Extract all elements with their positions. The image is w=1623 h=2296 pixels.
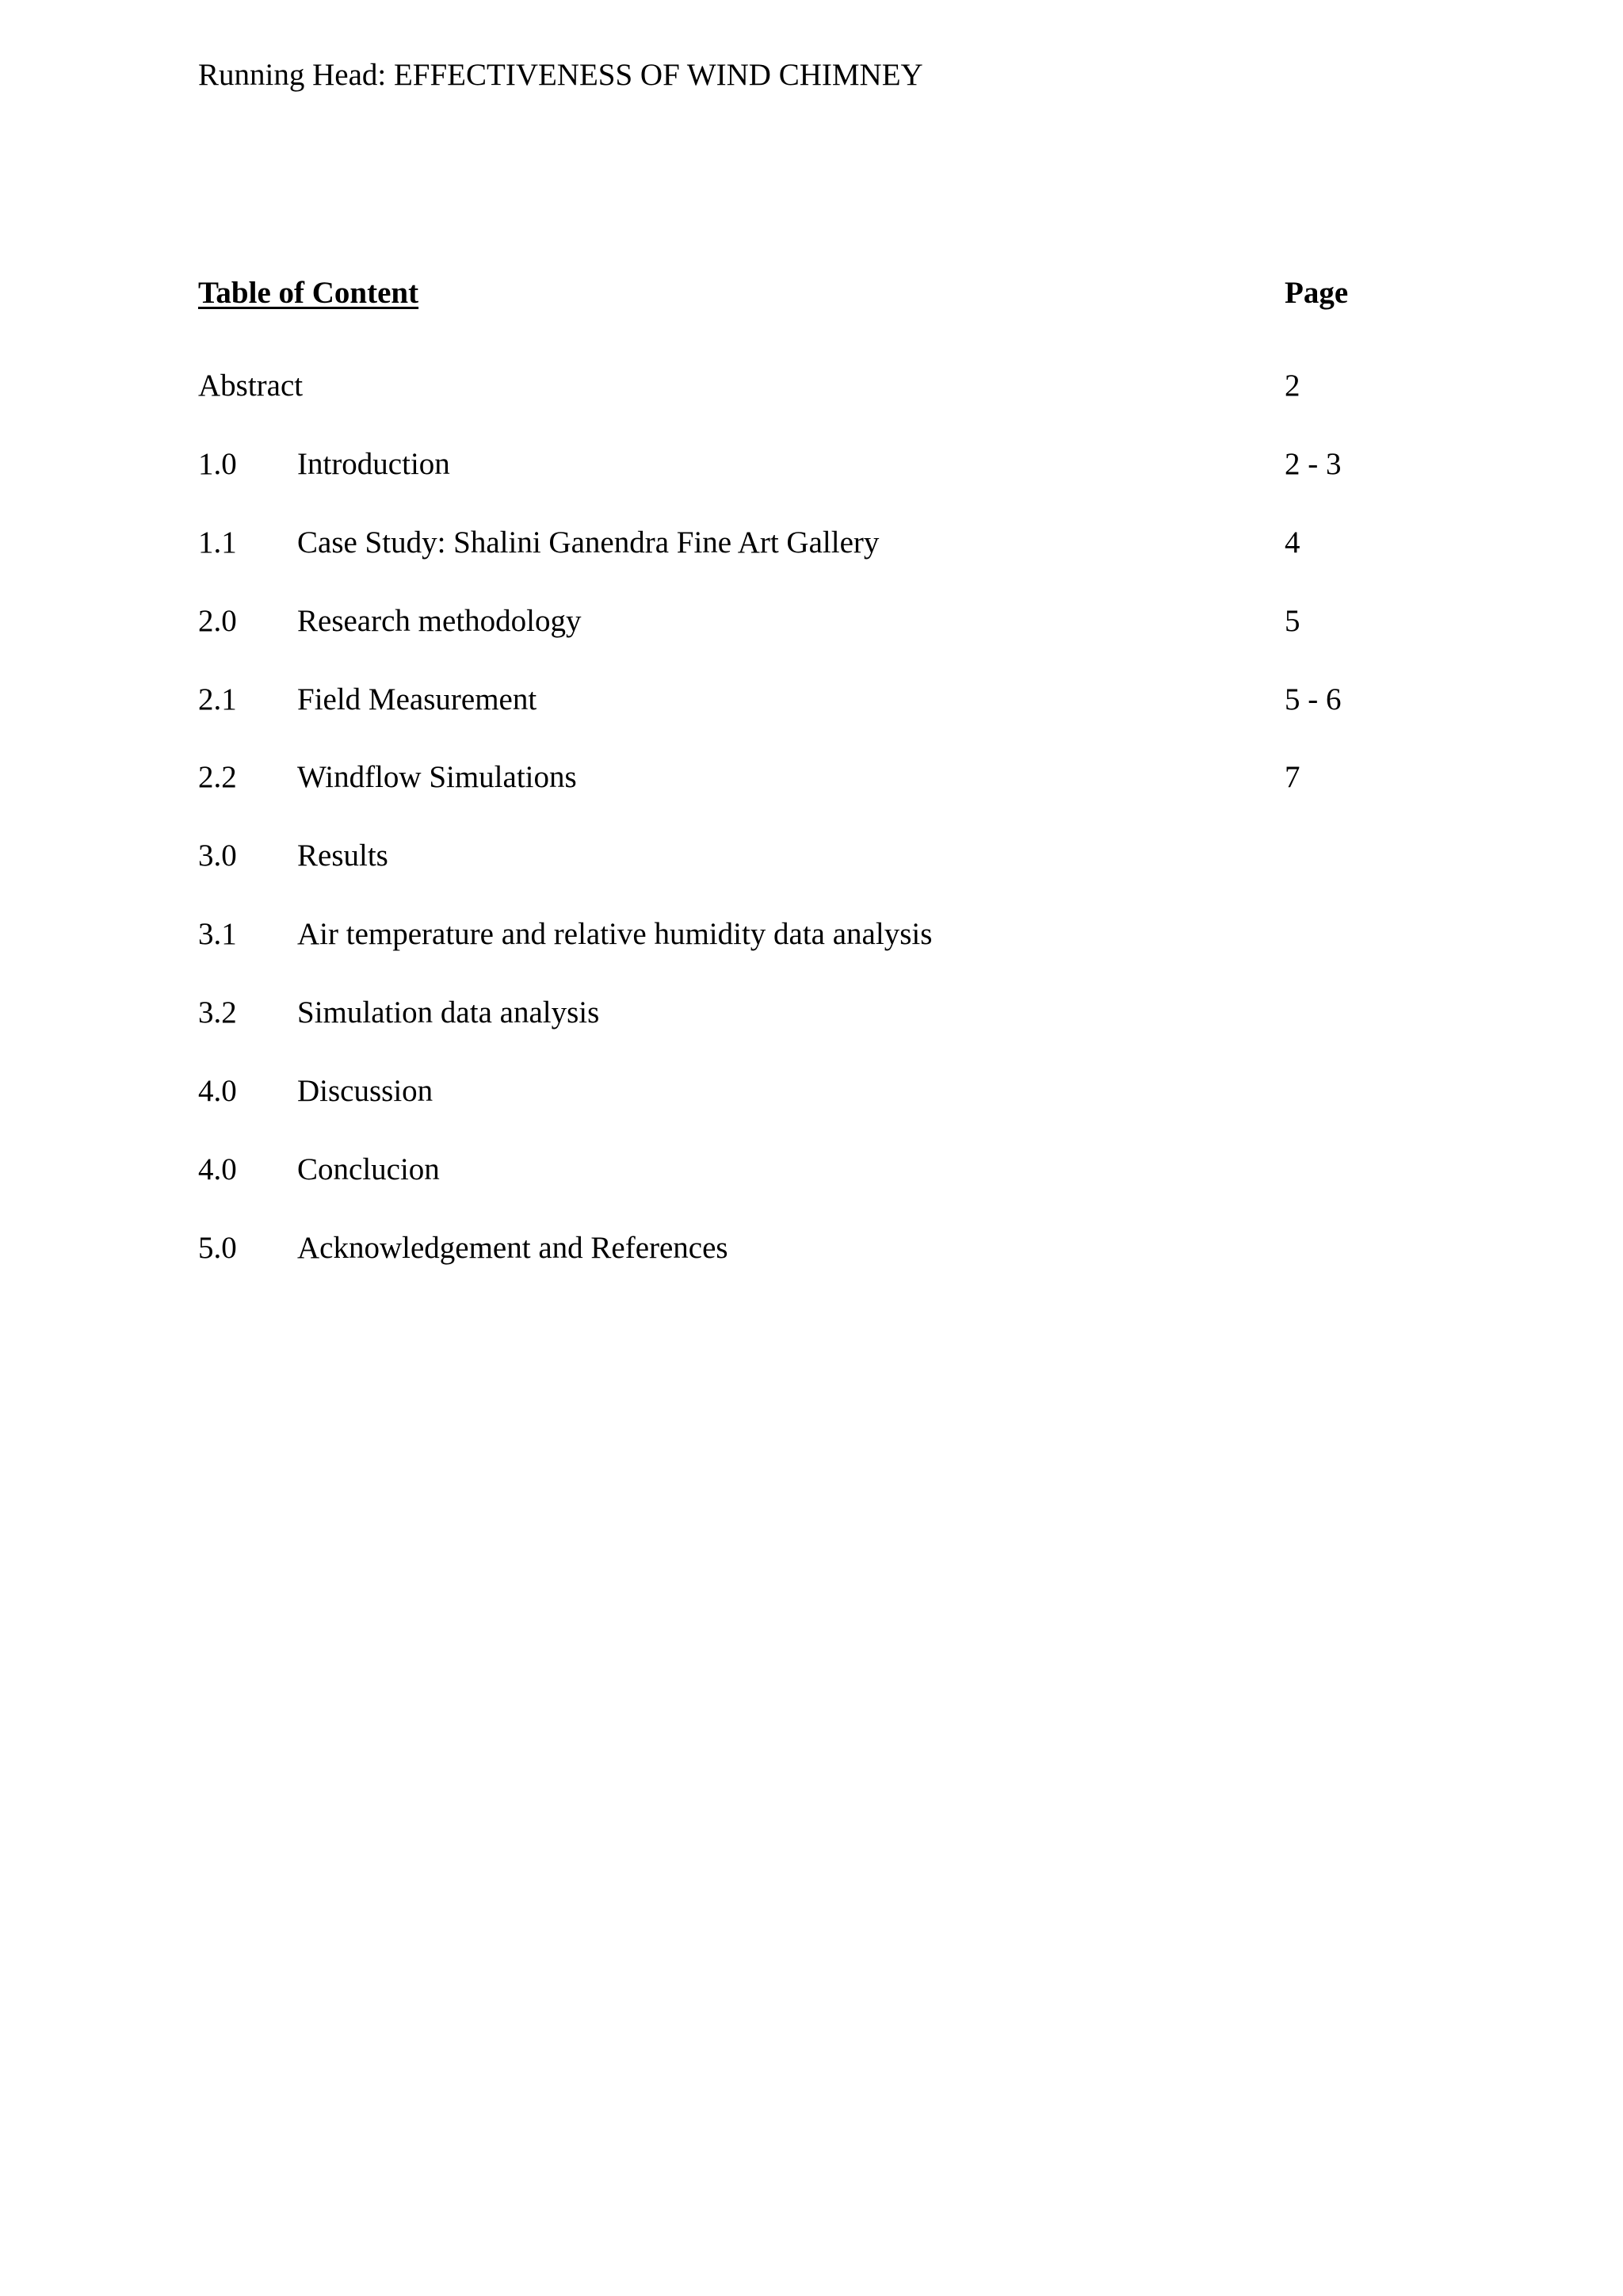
toc-entry-number: 1.0	[198, 446, 237, 481]
toc-entry-windflow-simulations	[198, 756, 1434, 835]
toc-entry-abstract	[198, 365, 1434, 443]
toc-entry-case-study	[198, 521, 1434, 600]
toc-entry-number: 2.2	[198, 760, 237, 795]
toc-list	[198, 365, 1434, 1305]
toc-entry-label: Acknowledgement and References	[297, 1230, 728, 1265]
toc-entry-page: 5	[1285, 603, 1300, 638]
toc-entry-page: 2	[1285, 369, 1300, 403]
toc-entry-label: Discussion	[297, 1074, 433, 1109]
toc-entry-number: 3.0	[198, 839, 237, 873]
toc-entry-label: Results	[297, 839, 388, 873]
running-head: Running Head: EFFECTIVENESS OF WIND CHIMNEY	[198, 58, 923, 92]
toc-title: Table of Content	[198, 276, 419, 310]
toc-entry-label: Conclucion	[297, 1152, 440, 1186]
toc-entry-number: 4.0	[198, 1152, 237, 1186]
toc-entry-air-temperature-analysis	[198, 913, 1434, 991]
toc-entry-page: 7	[1285, 760, 1300, 795]
toc-entry-label: Field Measurement	[297, 682, 537, 716]
toc-entry-label: Abstract	[198, 369, 304, 403]
toc-entry-number: 5.0	[198, 1230, 237, 1265]
toc-entry-label: Research methodology	[297, 603, 582, 638]
toc-entry-discussion	[198, 1070, 1434, 1148]
toc-entry-simulation-data-analysis	[198, 991, 1434, 1070]
toc-entry-introduction	[198, 443, 1434, 521]
toc-entry-label: Introduction	[297, 446, 450, 481]
toc-entry-number: 2.0	[198, 603, 237, 638]
toc-entry-label: Simulation data analysis	[297, 995, 600, 1030]
page-column-header: Page	[1285, 276, 1349, 310]
toc-entry-research-methodology	[198, 600, 1434, 678]
toc-entry-number: 2.1	[198, 682, 237, 716]
toc-entry-field-measurement	[198, 678, 1434, 757]
toc-entry-label: Windflow Simulations	[297, 760, 577, 795]
toc-entry-acknowledgement-references	[198, 1227, 1434, 1305]
toc-entry-label: Case Study: Shalini Ganendra Fine Art Gallery	[297, 525, 880, 560]
toc-entry-number: 3.2	[198, 995, 237, 1030]
toc-entry-number: 1.1	[198, 525, 237, 560]
toc-entry-label: Air temperature and relative humidity data analysis	[297, 917, 933, 952]
toc-entry-number: 4.0	[198, 1074, 237, 1109]
toc-entry-page: 2 - 3	[1285, 446, 1342, 481]
toc-entry-number: 3.1	[198, 917, 237, 952]
toc-entry-page: 5 - 6	[1285, 682, 1342, 716]
toc-header	[198, 272, 1434, 315]
toc-entry-results	[198, 835, 1434, 913]
toc-entry-page: 4	[1285, 525, 1300, 560]
toc-entry-conclusion	[198, 1148, 1434, 1227]
